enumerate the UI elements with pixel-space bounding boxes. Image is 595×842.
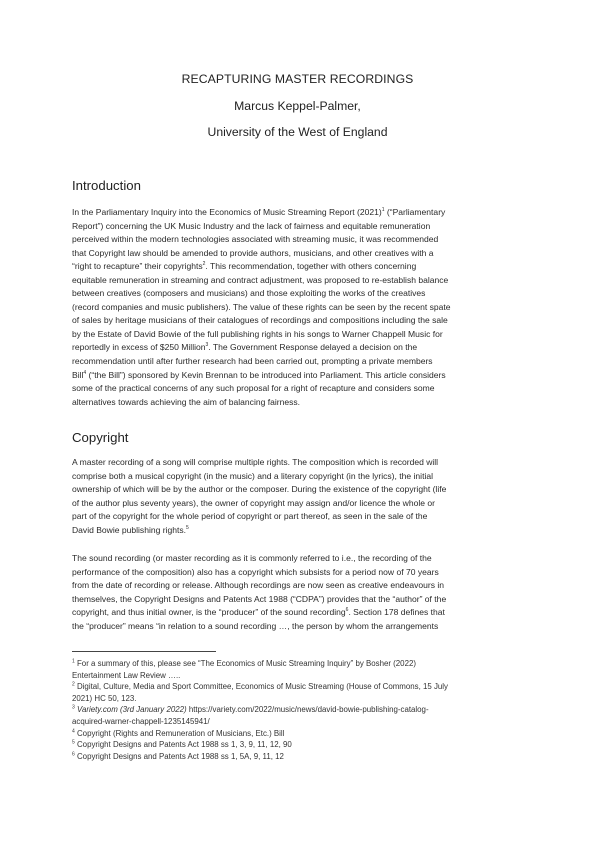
paper-title: RECAPTURING MASTER RECORDINGS [181, 72, 414, 86]
author-name: Marcus Keppel-Palmer, [234, 99, 361, 113]
text-line [72, 510, 527, 524]
footnote-line [72, 658, 527, 670]
text-segment: (record companies and music publishers). The value of these rights can be seen by the recent spate [72, 301, 451, 312]
text-segment: Report”) concerning the UK Music Industry and the lack of fairness and equitable remuneration [72, 220, 431, 231]
text-line [72, 220, 527, 234]
text-segment: reportedly in excess of $250 Million [72, 342, 206, 353]
text-line [72, 328, 527, 342]
text-segment: some of the practical concerns of any such proposal for a right of recapture and considers some [72, 383, 435, 394]
footnote-separator [72, 651, 216, 652]
text-line [72, 206, 527, 220]
footnote-text: Digital, Culture, Media and Sport Committee, Economics of Music Streaming (House of Commons, 15 July [76, 682, 448, 692]
text-segment: of sales by heritage musicians of their catalogues of recordings and compositions including the sale [72, 315, 448, 326]
text-line [72, 314, 527, 328]
text-line [72, 274, 527, 288]
text-line [72, 287, 527, 301]
text-segment: (“Parliamentary [384, 207, 446, 217]
footnote-source: Variety.com (3rd January 2022) [76, 705, 187, 715]
text-line [72, 566, 527, 580]
footnote-text: Copyright Designs and Patents Act 1988 ss 1, 3, 9, 11, 12, 90 [76, 740, 292, 750]
footnote-reference[interactable]: 6 [345, 607, 349, 614]
footnote-text: acquired-warner-chappell-1235145941/ [72, 716, 210, 726]
text-segment: part of the copyright for the whole period of copyright or part thereof, as seen in the sale of the [72, 511, 428, 522]
text-segment: A master recording of a song will comprise multiple rights. The composition which is recorded will [72, 457, 439, 467]
text-segment: recommendation until after further research had been carried out, prompting a private members [72, 356, 433, 367]
text-segment: . Section 178 defines that [348, 607, 445, 618]
footnote-text: Copyright (Rights and Remuneration of Musicians, Etc.) Bill [76, 728, 285, 738]
text-segment: equitable remuneration in streaming and contract adjustment, was proposed to re-establish balance [72, 274, 449, 285]
text-segment: David Bowie publishing rights. [72, 524, 187, 535]
copyright-paragraph-1 [72, 456, 527, 537]
text-segment: that Copyright law should be amended to provide authors, musicians, and other creatives with a [72, 247, 434, 258]
text-line [72, 579, 527, 593]
section-heading-copyright: Copyright [72, 430, 129, 445]
text-segment: of the author plus seventy years), the owner of copyright may assign and/or licence the whole or [72, 497, 435, 508]
text-segment: The sound recording (or master recording as it is commonly referred to i.e., the recording of the [72, 553, 432, 563]
footnote-line [72, 739, 527, 751]
text-line [72, 355, 527, 369]
text-segment: the “producer” means “in relation to a sound recording …, the person by whom the arrangements [72, 620, 439, 631]
text-line [72, 497, 527, 511]
footnote-line [72, 693, 527, 705]
footnote-number: 6 [72, 751, 75, 758]
text-line [72, 620, 527, 634]
text-segment: between creatives (composers and musicians) and those exploiting the works of the creatives [72, 288, 426, 299]
footnote-text: For a summary of this, please see “The Economics of Music Streaming Inquiry” by Bosher (2022) [76, 659, 416, 668]
footnote-line [72, 728, 527, 740]
text-line [72, 369, 527, 383]
text-line [72, 483, 527, 497]
footnote-number: 2 [72, 681, 75, 688]
text-segment: comprise both a musical copyright (in the music) and a literary copyright (in the lyrics), the initial [72, 470, 434, 481]
footnote-line [72, 704, 527, 716]
text-line [72, 301, 527, 315]
footnotes [72, 658, 527, 762]
text-segment: ownership of which will be by the author or the composer. During the existence of the copyright (life [72, 484, 447, 495]
text-line [72, 606, 527, 620]
text-segment: from the date of recording or release. Although recordings are now seen as creative endeavours in [72, 580, 445, 591]
text-line [72, 233, 527, 247]
footnote-number: 4 [72, 727, 75, 734]
footnote-number: 1 [72, 658, 75, 665]
text-segment: performance of the composition) also has a copyright which subsists for a period now of 70 years [72, 566, 439, 577]
footnote-reference[interactable]: 4 [83, 369, 87, 376]
text-line [72, 456, 527, 470]
footnote-reference[interactable]: 1 [381, 207, 385, 214]
author-affiliation: University of the West of England [207, 125, 388, 139]
footnote-line [72, 751, 527, 763]
text-line [72, 396, 527, 410]
footnote-reference[interactable]: 3 [205, 342, 209, 349]
text-line [72, 247, 527, 261]
footnote-text: 2021) HC 50, 123. [72, 693, 137, 703]
footnote-text: Copyright Designs and Patents Act 1988 ss 1, 5A, 9, 11, 12 [76, 751, 284, 761]
copyright-paragraph-2 [72, 552, 527, 633]
footnote-text: Entertainment Law Review ….. [72, 670, 181, 680]
text-line [72, 260, 527, 274]
text-segment: “right to recapture” their copyrights [72, 261, 203, 272]
introduction-paragraph [72, 206, 527, 409]
text-line [72, 341, 527, 355]
text-segment: copyright, and thus initial owner, is the “producer” of the sound recording [72, 607, 346, 618]
footnote-reference[interactable]: 5 [186, 524, 189, 531]
text-segment: perceived within the modern technologies associated with streaming music, it was recommended [72, 234, 439, 245]
text-segment: by the Estate of David Bowie of the full publishing rights in his songs to Warner Chappell Music for [72, 328, 443, 339]
text-segment: . The Government Response delayed a decision on the [208, 342, 418, 353]
text-line [72, 552, 527, 566]
footnote-line [72, 716, 527, 728]
text-segment: Bill [72, 369, 84, 380]
text-segment: themselves, the Copyright Designs and Patents Act 1988 (“CDPA”) provides that the “author” of the [72, 593, 447, 604]
footnote-line [72, 681, 527, 693]
footnote-reference[interactable]: 2 [202, 261, 206, 268]
text-line [72, 593, 527, 607]
text-segment: (“the Bill”) sponsored by Kevin Brennan to be introduced into Parliament. This article considers [86, 369, 446, 380]
text-line [72, 524, 527, 538]
footnote-number: 5 [72, 739, 75, 746]
footnote-number: 3 [72, 704, 75, 711]
section-heading-introduction: Introduction [72, 178, 141, 193]
text-segment: alternatives towards achieving the aim of balancing fairness. [72, 396, 301, 407]
text-line [72, 470, 527, 484]
text-line [72, 382, 527, 396]
text-segment: In the Parliamentary Inquiry into the Economics of Music Streaming Report (2021) [72, 207, 382, 217]
footnote-text: https://variety.com/2022/music/news/david-bowie-publishing-catalog- [186, 705, 429, 715]
footnote-line [72, 670, 527, 682]
text-segment: . This recommendation, together with others concerning [205, 261, 417, 272]
